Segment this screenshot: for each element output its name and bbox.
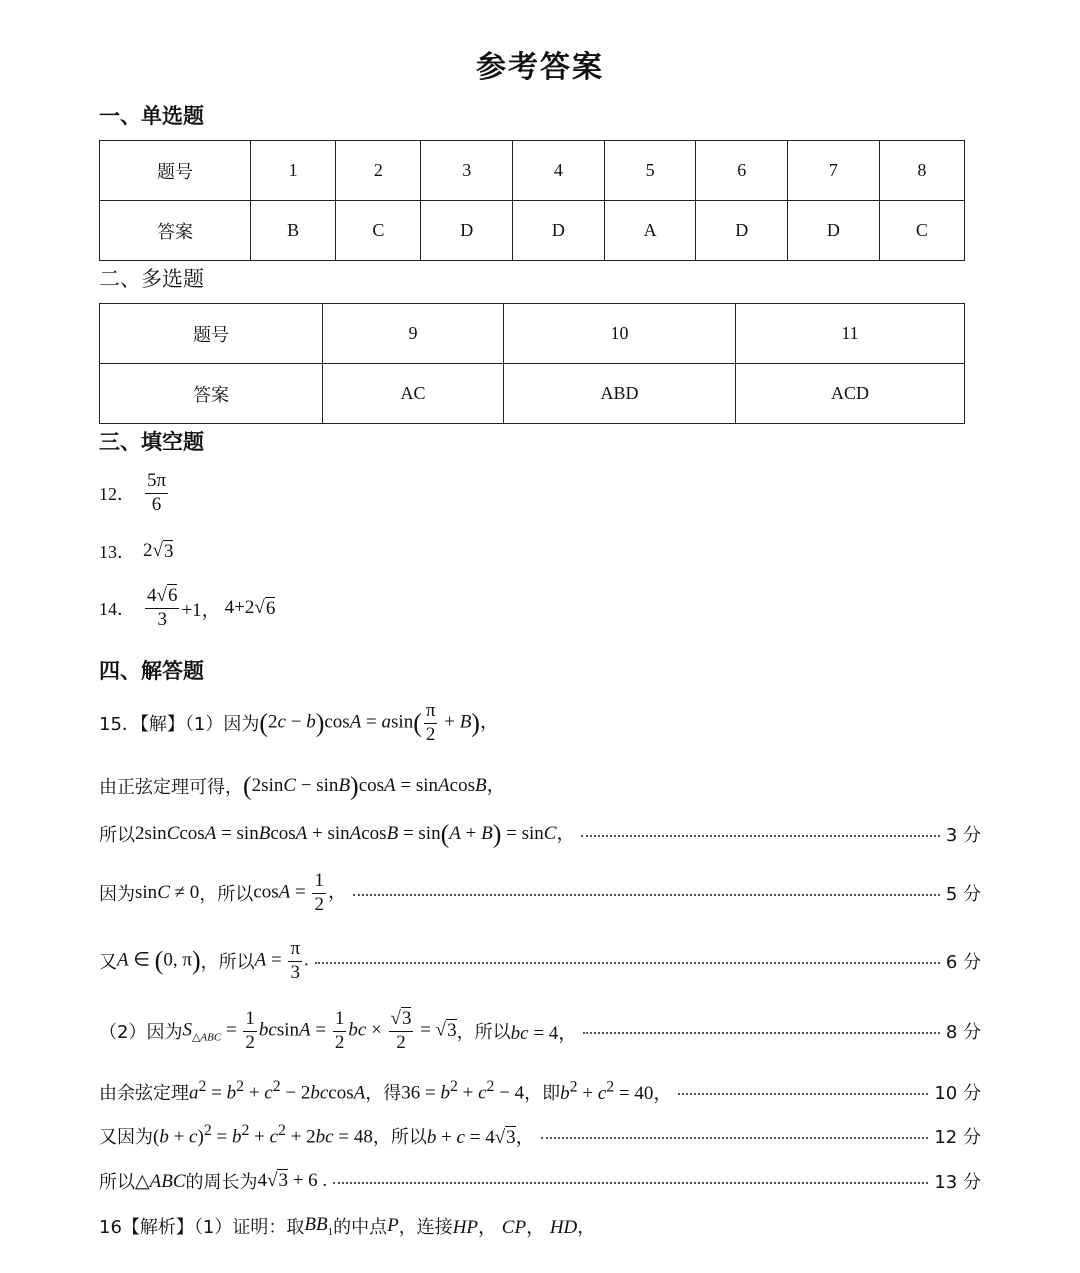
- numerator: 5π: [145, 470, 168, 494]
- line-middle: 的中点: [333, 1216, 388, 1238]
- answer-12: [99, 470, 981, 517]
- single-choice-table: [99, 140, 965, 261]
- table-cell: D: [696, 201, 788, 261]
- score-label: 3 分: [945, 824, 981, 846]
- table-cell: 8: [879, 141, 964, 201]
- denominator: 6: [151, 493, 162, 515]
- section-solutions: 四、解答题: [99, 659, 204, 683]
- formula: 4√3 + 6 .: [257, 1170, 328, 1191]
- line-prefix: （2）因为: [99, 1022, 183, 1044]
- line-middle: ，所以: [200, 952, 255, 974]
- table-header-label: 题号: [100, 141, 251, 201]
- solution-line: [99, 770, 981, 802]
- page-title: 参考答案: [476, 50, 604, 85]
- solution-line: [99, 1122, 981, 1149]
- solution-line: [99, 818, 981, 850]
- score-label: 10 分: [934, 1082, 981, 1104]
- formula: $a^2 = b^2 + c^2 - 2bccosA$: [189, 1078, 366, 1104]
- formula: $(b + c)^2 = b^2 + c^2 + 2bc = 48$: [153, 1122, 373, 1148]
- table-cell: D: [421, 201, 513, 261]
- coefficient: 2: [143, 540, 153, 561]
- section-single-choice: 一、单选题: [99, 104, 204, 128]
- line-prefix: 16【解析】（1）证明：取: [99, 1216, 305, 1238]
- fraction: [145, 470, 168, 517]
- table-cell: D: [513, 201, 605, 261]
- formula: $36 = b^2 + c^2 - 4$: [401, 1078, 525, 1104]
- table-cell: 7: [788, 141, 880, 201]
- formula: $S_{\triangle ABC}$ = $\frac{1}{2}$ bcsinA = $\frac{1}{2}$ bc × $\frac{√3}{2}$ = √3: [182, 1008, 457, 1053]
- formula: b + c = 4√3，: [426, 1127, 535, 1148]
- line-prefix: 所以: [99, 1172, 135, 1193]
- solution-line: [99, 1078, 981, 1105]
- dot-leader: [315, 962, 940, 964]
- line-prefix: 因为: [99, 884, 135, 906]
- formula: $BB_1$: [304, 1213, 334, 1238]
- item-number: 12．: [99, 484, 135, 505]
- formula: HP， CP， HD: [452, 1217, 578, 1238]
- formula: 2sinCcosA = sinBcosA + sinAcosB = sin(A + B) = sinC，: [135, 819, 576, 849]
- formula: bc = 4，: [510, 1022, 578, 1044]
- table-cell: C: [879, 201, 964, 261]
- formula: A ∈ (0, π): [117, 946, 201, 976]
- table-cell: ABD: [504, 364, 736, 424]
- table-cell: 3: [421, 141, 513, 201]
- line-middle: ，所以: [456, 1022, 511, 1044]
- table-cell: 10: [504, 304, 736, 364]
- formula: $b^2 + c^2 = 40$，: [560, 1078, 673, 1104]
- table-cell: 11: [736, 304, 965, 364]
- solution-line: [99, 700, 981, 747]
- section-multi-choice: 二、多选题: [99, 267, 204, 291]
- formula: P: [387, 1214, 399, 1236]
- score-label: 8 分: [945, 1022, 981, 1044]
- solution-line: [99, 870, 981, 917]
- line-middle: ，即: [524, 1082, 561, 1104]
- line-prefix: 由正弦定理可得，: [99, 776, 243, 798]
- formula: (2c − b)cosA = asin( $\frac{\pi}{2}$ + B)，: [259, 700, 499, 745]
- table-cell: D: [788, 201, 880, 261]
- formula: sinC ≠ 0: [135, 882, 200, 904]
- radicand: 6: [265, 597, 276, 619]
- dot-leader: [353, 894, 940, 896]
- table-cell: 2: [336, 141, 421, 201]
- line-tail: ，: [577, 1216, 596, 1238]
- table-cell: AC: [323, 364, 504, 424]
- line-middle: ，得: [365, 1082, 402, 1104]
- line-middle: 的周长为: [185, 1172, 258, 1193]
- dot-leader: [678, 1093, 928, 1095]
- line-prefix: 由余弦定理: [99, 1082, 189, 1104]
- dot-leader: [333, 1182, 928, 1184]
- score-label: 12 分: [934, 1126, 981, 1148]
- score-label: 5 分: [945, 884, 981, 906]
- formula: (2sinC − sinB)cosA = sinAcosB，: [243, 771, 506, 801]
- line-prefix: 15．【解】（1）因为: [99, 714, 260, 736]
- table-cell: 9: [323, 304, 504, 364]
- line-prefix: 又: [99, 952, 117, 974]
- table-answer-label: 答案: [100, 201, 251, 261]
- formula: A = $\frac{\pi}{3}$ .: [254, 938, 309, 983]
- formula: △ABC: [135, 1170, 186, 1192]
- tail-text: +1，: [181, 599, 221, 621]
- line-middle: ，连接: [398, 1216, 453, 1238]
- tail-text: 4+2: [224, 597, 255, 619]
- answer-14: 14． $\frac{4√6}{3}$ +1， 4+2 √ 6: [99, 585, 276, 630]
- table-cell: C: [336, 201, 421, 261]
- item-number: 13．: [99, 542, 135, 562]
- line-middle: ，所以: [199, 884, 254, 906]
- table-cell: 4: [513, 141, 605, 201]
- dot-leader: [581, 835, 939, 837]
- solution-line: [99, 1168, 981, 1194]
- item-number: 14．: [99, 599, 135, 620]
- denominator: 3: [157, 608, 167, 630]
- line-prefix: 所以: [99, 824, 135, 846]
- table-answer-label: 答案: [100, 364, 323, 424]
- solution-line: [99, 1212, 981, 1239]
- line-middle: ，所以: [372, 1126, 427, 1148]
- table-cell: 5: [604, 141, 696, 201]
- table-cell: 1: [251, 141, 336, 201]
- line-prefix: 又因为: [99, 1126, 153, 1148]
- coefficient: 4: [147, 585, 157, 606]
- multi-choice-table: [99, 303, 965, 424]
- radicand: 3: [163, 540, 174, 562]
- section-fill-blank: 三、填空题: [99, 430, 204, 454]
- solution-line: [99, 1008, 981, 1055]
- radicand: 6: [167, 585, 178, 606]
- dot-leader: [541, 1137, 929, 1139]
- solution-line: [99, 938, 981, 985]
- table-cell: B: [251, 201, 336, 261]
- fraction: $\frac{4√6}{3}$: [147, 585, 178, 630]
- score-label: 13 分: [934, 1172, 981, 1193]
- table-cell: ACD: [736, 364, 965, 424]
- table-cell: 6: [696, 141, 788, 201]
- formula: cosA = $\frac{1}{2}$ ，: [253, 870, 347, 915]
- answer-13: 13． 2 √ 3: [99, 540, 174, 562]
- table-header-label: 题号: [100, 304, 323, 364]
- score-label: 6 分: [945, 952, 981, 974]
- dot-leader: [583, 1032, 940, 1034]
- table-cell: A: [604, 201, 696, 261]
